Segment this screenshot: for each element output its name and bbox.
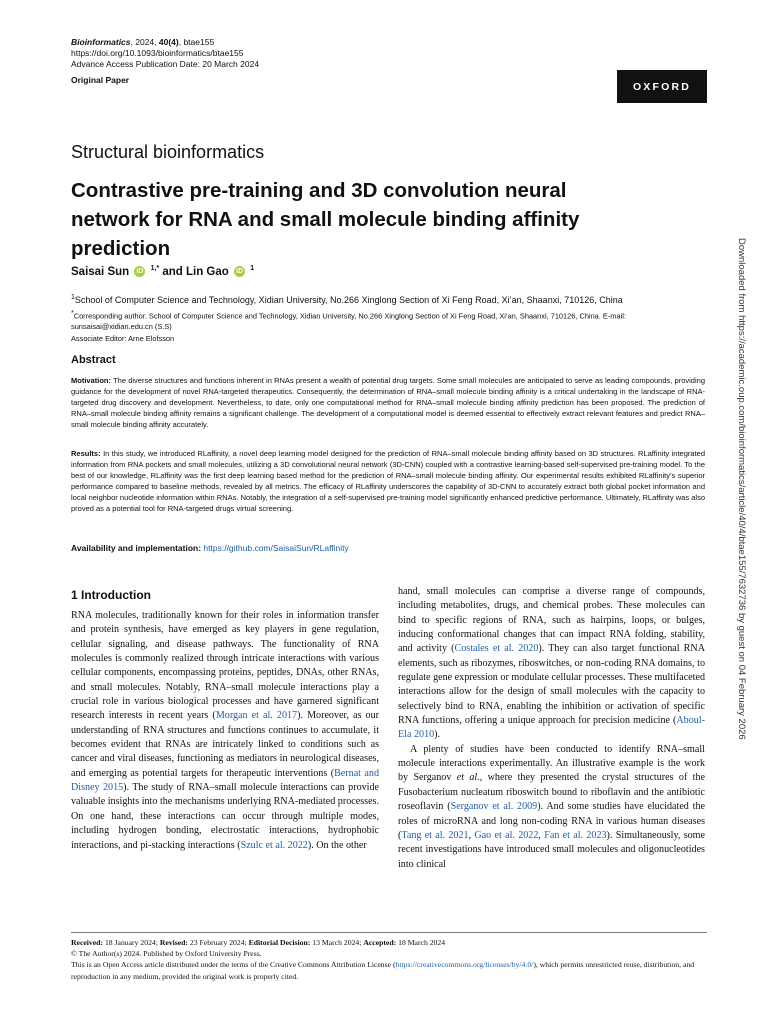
- author-name[interactable]: Saisai Sun: [71, 265, 130, 278]
- citation-line: Bioinformatics, 2024, 40(4), btae155: [71, 37, 215, 47]
- citation-link[interactable]: Aboul-Ela 2010: [398, 715, 705, 741]
- citation-link[interactable]: Gao et al. 2022: [474, 829, 539, 841]
- paragraph: hand, small molecules can comprise a diverse range of compounds, including metabolites, drugs, and chemical probes. These molecules can bind to specific regions of RNA, such as hairpins, loops, or bulges, inducing conformational changes that can impact RNA folding, stability, and activity (Costales et al. 2020). They can also target functional RNA elements, such as ribozymes, riboswitches, or non-coding RNA domains, to regulate gene expression or modulate cellular processes. These multifaceted interactions allow for the design of small molecules with the capacity to selectively bind to RNA, enabling the inhibition or activation of specific RNA functions, offering a unique approach for precision medicine (Aboul-Ela 2010).: [398, 586, 705, 741]
- citation-link[interactable]: Fan et al. 2023: [544, 829, 607, 841]
- citation-link[interactable]: Morgan et al. 2017: [215, 710, 298, 722]
- citation-link[interactable]: Bernat and Disney 2015: [71, 767, 379, 794]
- abstract-availability: Availability and implementation: https://github.com/SaisaiSun/RLaffinity: [71, 543, 349, 553]
- doi-link[interactable]: https://doi.org/10.1093/bioinformatics/btae155: [71, 48, 244, 58]
- section-label: Structural bioinformatics: [71, 142, 265, 162]
- license-text: This is an Open Access article distributed under the terms of the Creative Commons Attribution License (https://creativecommons.org/licenses/by/4.0/), which permits unrestricted reuse, distribution, and reproduction in any medium, provided the original work is properly cited.: [71, 960, 695, 981]
- advance-access-date: Advance Access Publication Date: 20 March 2024: [71, 59, 260, 69]
- journal-name: Bioinformatics: [71, 37, 131, 47]
- abstract-results: Results: In this study, we introduced RLaffinity, a novel deep learning model designed for the prediction of RNA–small molecule binding affinity based on 3D structures. RLaffinity integrated information from RNA pockets and small molecules, utilizing a 3D convolutional neural network (3D-CNN) coupled with a contrastive learning-based self-supervised pre-training model. To the best of our knowledge, RLaffinity was the first deep learning based method for the prediction of RNA–small molecule binding affinity. Our experimental results exhibited RLaffinity’s superior performance compared to baseline methods, revealed by all metrics. The efficacy of RLaffinity underscores the capability of 3D-CNN to accurately extract both global pocket information and local neighbor nucleotide information within RNAs. Notably, the integration of a self-supervised pre-training model significantly enhanced predictive performance. Ultimately, RLaffinity was also proved as a potential tool for RNA-targeted drugs virtual screening.: [71, 449, 705, 514]
- citation-link[interactable]: Szulc et al. 2022: [240, 839, 308, 851]
- citation-link[interactable]: Costales et al. 2020: [454, 643, 539, 655]
- citation-link[interactable]: Serganov et al. 2009: [450, 801, 538, 813]
- body-column-right: [398, 585, 705, 872]
- article-footer: [71, 937, 707, 982]
- paragraph: A plenty of studies have been conducted to identify RNA–small molecule interactions experimentally. An illustrative example is the work by Serganov et al., where they presented the crystal structures of the Fusobacterium nucleatum riboswitch bound to riboflavin and the antibiotic roseoflavin (Serganov et al. 2009). And some studies have elucidated the roles of microRNA and long non-coding RNA in various human diseases (Tang et al. 2021, Gao et al. 2022, Fan et al. 2023). Simultaneously, some recent investigations have introduced small molecules and oligonucleotides into clinical: [398, 743, 706, 870]
- orcid-icon[interactable]: iD: [236, 268, 243, 276]
- paper-type: Original Paper: [71, 75, 130, 85]
- copyright: © The Author(s) 2024. Published by Oxford University Press.: [71, 949, 262, 959]
- oxford-logo: OXFORD: [617, 70, 707, 103]
- download-watermark: Downloaded from https://academic.oup.com/bioinformatics/article/40/4/btae155/7632736 by guest on 04 February 2026: [736, 238, 747, 740]
- author-list: Saisai Sun iD $^{1,*}$ and Lin Gao iD $^1$: [71, 265, 255, 278]
- author-name[interactable]: Lin Gao: [185, 265, 229, 278]
- abstract-motivation: Motivation: The diverse structures and functions inherent in RNAs present a wealth of potential drug targets. Some small molecules are anticipated to serve as leading compounds, providing guidance for the development of novel RNA-targeted therapeutics. Consequently, the determination of RNA–small molecule binding affinity is a critical undertaking in the landscape of RNA-targeted drug discovery and development. Nevertheless, to date, only one computational method for RNA–small molecule binding affinity prediction has been proposed. The prediction of RNA–small molecule binding affinity remains a significant challenge. The development of a computational model is deemed essential to effectively extract relevant features and predict RNA–small molecule binding affinity accurately.: [71, 376, 705, 430]
- article-dates: Received: 18 January 2024; Revised: 23 February 2024; Editorial Decision: 13 March 2024; Accepted: 18 March 2024: [71, 938, 446, 947]
- paragraph: RNA molecules, traditionally known for their roles in information transfer and protein synthesis, have emerged as key players in gene regulation, cellular signaling, and disease pathways. The functionality of RNA molecules is commonly realized through intricate interactions with various cellular components, encompassing proteins, peptides, DNAs, other RNAs, and small molecules. Notably, RNA–small molecule interactions play a crucial role in various biological processes and have garnered significant research interests in recent years (Morgan et al. 2017). Moreover, as our understanding of RNA structures and functions continues to accumulate, it becomes evident that RNAs are intricately linked to conditions such as cancer and viral diseases, functioning as mediators in neurological diseases, and emerging as potential targets for therapeutic interventions (Bernat and Disney 2015). The study of RNA–small molecule interactions can provide valuable insights into the mechanisms underlying RNA-mediated processes. On one hand, these interactions can occur through multiple modes, including hydrogen bonding, electrostatic interactions, hydrophobic interactions, and pi-stacking interactions (Szulc et al. 2022). On the other: [71, 610, 380, 851]
- body-column-left: [71, 609, 379, 853]
- citation-link[interactable]: Tang et al. 2021: [401, 829, 469, 841]
- associate-editor: Associate Editor: Arne Elofsson: [71, 334, 175, 343]
- paper-title: Contrastive pre-training and 3D convolution neural network for RNA and small molecule binding affinity prediction: [71, 179, 580, 260]
- footer-divider: [71, 932, 707, 933]
- orcid-icon[interactable]: iD: [136, 268, 144, 276]
- corresponding-author: *Corresponding author. School of Computer Science and Technology, Xidian University, No.266 Xinglong Section of Xi Feng Road, Xi’an, Shaanxi, 710126, China. E-mail: sunsaisai@xidian.edu.cn (S.S): [71, 310, 626, 332]
- github-link[interactable]: https://github.com/SaisaiSun/RLaffinity: [203, 543, 349, 553]
- affiliation: $^1$School of Computer Science and Technology, Xidian University, No.266 Xinglong Section of Xi Feng Road, Xi’an, Shaanxi, 710126, China: [71, 294, 623, 305]
- abstract-heading: Abstract: [71, 354, 116, 366]
- section-heading-introduction: 1 Introduction: [71, 588, 151, 602]
- license-link[interactable]: https://creativecommons.org/licenses/by/4.0/: [395, 960, 534, 970]
